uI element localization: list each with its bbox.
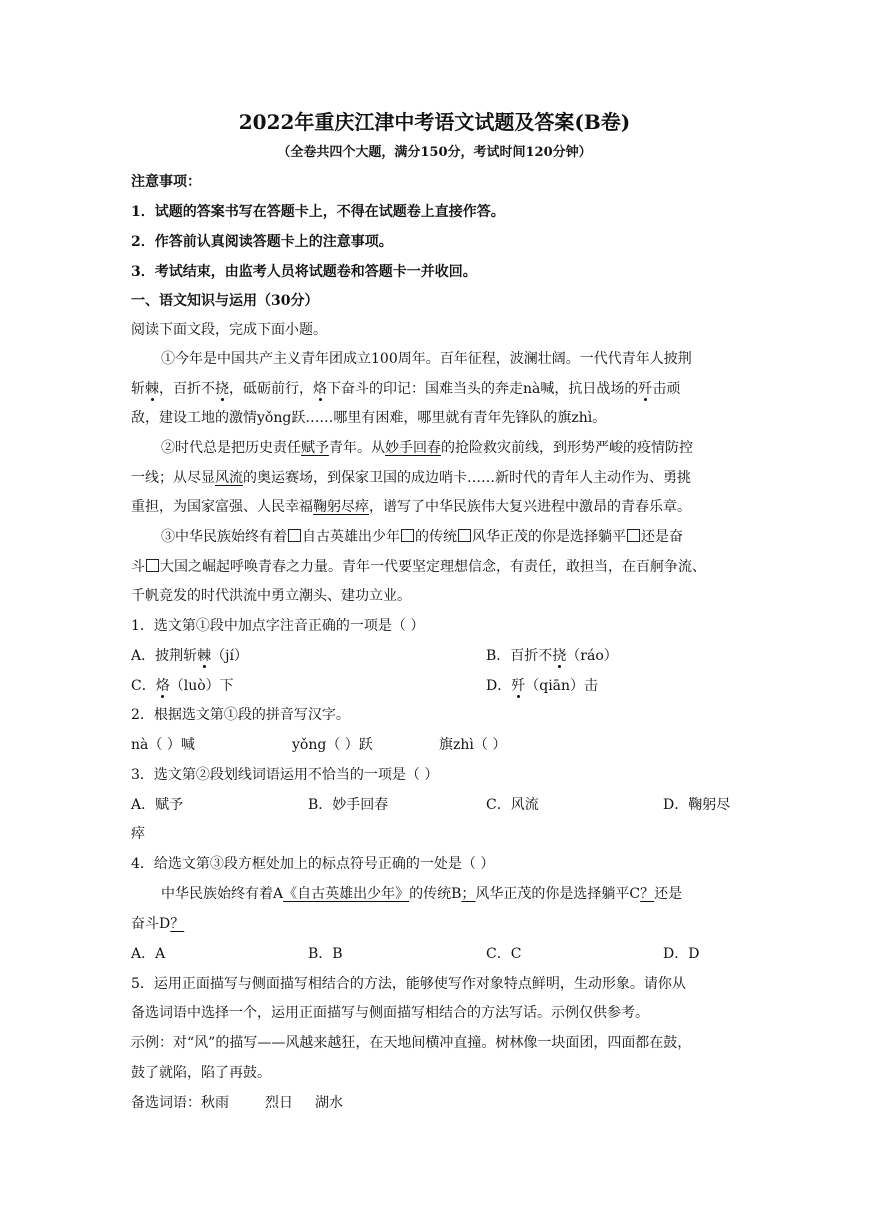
para2-line2: 一线；从尽显风流的奥运赛场，到保家卫国的成边哨卡……新时代的青年人主动作为、勇挑 xyxy=(131,470,691,486)
para3-line3: 千帆竞发的时代洪流中勇立潮头、建功立业。 xyxy=(131,588,411,604)
note-2: 2．作答前认真阅读答题卡上的注意事项。 xyxy=(131,234,393,250)
notes-heading: 注意事项： xyxy=(131,174,201,190)
note-1: 1．试题的答案书写在答题卡上，不得在试题卷上直接作答。 xyxy=(131,204,505,220)
para1-line3: 敌，建设工地的激情yǒng跃……哪里有困难，哪里就有青年先锋队的旗zhì。 xyxy=(131,410,607,426)
q5-line2: 备选词语中选择一个，运用正面描写与侧面描写相结合的方法写话。示例仅供参考。 xyxy=(131,1005,649,1021)
page-title: 2022年重庆江津中考语文试题及答案(B卷) xyxy=(238,110,631,134)
q3-stem: 3．选文第②段划线词语运用不恰当的一项是（ ） xyxy=(131,767,439,783)
q5-line1: 5．运用正面描写与侧面描写相结合的方法，能够使写作对象特点鲜明，生动形象。请你从 xyxy=(131,976,686,992)
blank-box xyxy=(458,529,471,542)
q3-option-a: A．赋予 xyxy=(131,797,184,813)
q5-options: 备选词语：秋雨 烈日 湖水 xyxy=(131,1095,343,1111)
para1-line2: 斩棘，百折不挠，砥砺前行，烙下奋斗的印记：国难当头的奔走nà喊，抗日战场的歼击顽 xyxy=(131,381,681,397)
q3-option-d: D．鞠躬尽 xyxy=(663,797,731,813)
q2-stem: 2．根据选文第①段的拼音写汉字。 xyxy=(131,707,350,723)
q2-blank-2: yǒng（ ）跃 xyxy=(292,737,373,753)
q4-sentence-line2: 奋斗D？ xyxy=(131,916,185,932)
q4-stem: 4．给选文第③段方框处加上的标点符号正确的一处是（ ） xyxy=(131,856,495,872)
q5-line4: 鼓了就陷，陷了再鼓。 xyxy=(131,1065,271,1081)
blank-box xyxy=(627,529,640,542)
underlined-word: 风流 xyxy=(215,470,243,486)
underlined-word: 妙手回春 xyxy=(385,440,441,456)
q3-option-c: C．风流 xyxy=(486,797,539,813)
para3-line2: 斗 大国之崛起呼唤青春之力量。青年一代要坚定理想信念，有责任，敢担当，在百舸争流、 xyxy=(131,559,706,575)
dotted-char: 歼 xyxy=(638,381,653,397)
q1-option-c: C．烙（luò）下 xyxy=(131,678,234,694)
q4-option-b: B．B xyxy=(308,946,343,962)
q2-blank-3: 旗zhì（ ） xyxy=(439,737,507,753)
q4-option-d: D．D xyxy=(663,946,700,962)
para3-line1: ③中华民族始终有着 自古英雄出少年 的传统 风华正茂的你是选择躺平 还是奋 xyxy=(161,529,683,545)
para2-line1: ②时代总是把历史责任赋予青年。从妙手回春的抢险救灾前线，到形势严峻的疫情防控 xyxy=(161,440,693,456)
underlined-word: 赋予 xyxy=(301,440,329,456)
section-heading: 一、语文知识与运用（30分） xyxy=(131,293,319,309)
para1-line1: ①今年是中国共产主义青年团成立100周年。百年征程，波澜壮阔。一代代青年人披荆 xyxy=(161,351,692,367)
q5-line3: 示例：对“风”的描写——风越来越狂，在天地间横冲直撞。树林像一块面团，四面都在鼓， xyxy=(131,1035,692,1051)
section-intro: 阅读下面文段，完成下面小题。 xyxy=(131,322,327,338)
note-3: 3．考试结束，由监考人员将试题卷和答题卡一并收回。 xyxy=(131,264,477,280)
blank-box xyxy=(401,529,414,542)
blank-box xyxy=(146,559,159,572)
q1-option-d: D．歼（qiān）击 xyxy=(486,678,599,694)
dotted-char: 烙 xyxy=(313,381,327,397)
underlined-word: 鞠躬尽瘁 xyxy=(313,499,369,515)
q4-option-a: A．A xyxy=(131,946,166,962)
blank-box xyxy=(288,529,301,542)
q1-option-a: A．披荆斩棘（jí） xyxy=(131,648,248,664)
q3-option-d-wrap: 瘁 xyxy=(131,826,145,842)
q1-option-b: B．百折不挠（ráo） xyxy=(486,648,618,664)
dotted-char: 棘 xyxy=(145,381,159,397)
dotted-char: 挠 xyxy=(215,381,229,397)
q4-sentence-line1: 中华民族始终有着A《自古英雄出少年》的传统B；风华正茂的你是选择躺平C？还是 xyxy=(161,886,683,902)
q3-option-b: B．妙手回春 xyxy=(308,797,389,813)
q1-stem: 1．选文第①段中加点字注音正确的一项是（ ） xyxy=(131,618,425,634)
para2-line3: 重担，为国家富强、人民幸福鞠躬尽瘁，谱写了中华民族伟大复兴进程中激昂的青春乐章。 xyxy=(131,499,691,515)
q2-blank-1: nà（ ）喊 xyxy=(131,737,195,753)
q4-option-c: C．C xyxy=(486,946,522,962)
page-subtitle: （全卷共四个大题，满分150分，考试时间120分钟） xyxy=(277,145,592,160)
